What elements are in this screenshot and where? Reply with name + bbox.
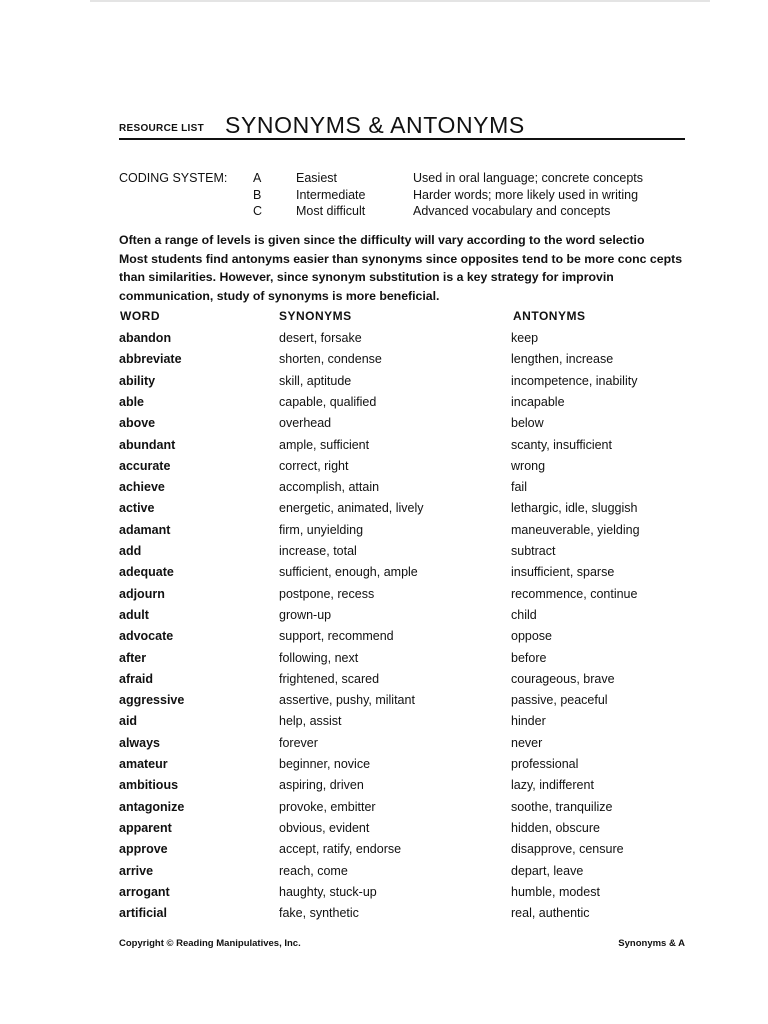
word-cell: adult [119, 607, 149, 622]
antonyms-cell: below [511, 416, 544, 431]
antonyms-cell: passive, peaceful [511, 693, 608, 708]
word-cell: ability [119, 373, 156, 388]
table-row [119, 352, 685, 372]
word-cell: approve [119, 842, 168, 857]
synonyms-cell: aspiring, driven [279, 778, 364, 793]
intro-paragraph [119, 231, 685, 307]
level-code: C [253, 204, 263, 218]
synonyms-cell: ample, sufficient [279, 437, 370, 452]
synonyms-cell: provoke, embitter [279, 799, 376, 814]
synonyms-cell: shorten, condense [279, 352, 382, 367]
level-difficulty: Most difficult [296, 204, 366, 218]
intro-sentence-levels: Often a range of levels is given since the difficulty will vary according to the word selectio [119, 233, 645, 247]
word-cell: advocate [119, 629, 174, 644]
page-footer [119, 938, 685, 954]
word-cell: arrogant [119, 884, 170, 899]
word-cell: abandon [119, 331, 172, 345]
word-cell: adjourn [119, 586, 165, 601]
table-row [119, 693, 685, 713]
antonyms-cell: insufficient, sparse [511, 565, 615, 580]
antonyms-cell: humble, modest [511, 884, 600, 899]
word-cell: abundant [119, 437, 176, 452]
table-row [119, 438, 685, 458]
synonyms-cell: obvious, evident [279, 820, 370, 835]
footer-page-label: Synonyms & A [618, 938, 685, 949]
level-description: Harder words; more likely used in writing [413, 188, 639, 202]
column-header-word: WORD [120, 309, 160, 323]
antonyms-cell: wrong [511, 458, 546, 473]
synonyms-cell: capable, qualified [279, 394, 377, 409]
table-row [119, 416, 685, 436]
word-cell: able [119, 394, 145, 409]
title-rule [119, 138, 685, 140]
antonyms-cell: lethargic, idle, sluggish [511, 501, 638, 516]
synonyms-cell: frightened, scared [279, 671, 380, 686]
table-row [119, 544, 685, 564]
antonyms-cell: depart, leave [511, 863, 584, 878]
table-row [119, 629, 685, 649]
table-row [119, 821, 685, 841]
antonyms-cell: keep [511, 331, 539, 345]
coding-level-row [119, 188, 685, 205]
column-header-synonyms: SYNONYMS [279, 309, 352, 323]
synonyms-cell: fake, synthetic [279, 906, 359, 921]
synonyms-cell: help, assist [279, 714, 342, 729]
word-cell: apparent [119, 820, 172, 835]
resource-list-label: RESOURCE LIST [119, 123, 205, 134]
antonyms-cell: incompetence, inability [511, 373, 638, 388]
antonyms-cell: recommence, continue [511, 586, 638, 601]
synonyms-cell: following, next [279, 650, 359, 665]
word-cell: arrive [119, 863, 154, 878]
synonyms-cell: correct, right [279, 458, 349, 473]
word-cell: active [119, 501, 155, 516]
synonyms-cell: reach, come [279, 863, 348, 878]
level-difficulty: Intermediate [296, 188, 366, 202]
table-row [119, 587, 685, 607]
synonyms-cell: haughty, stuck-up [279, 884, 377, 899]
synonyms-cell: energetic, animated, lively [279, 501, 424, 516]
synonyms-cell: grown-up [279, 607, 332, 622]
level-difficulty: Easiest [296, 171, 337, 185]
synonyms-cell: desert, forsake [279, 331, 362, 345]
antonyms-cell: fail [511, 480, 527, 495]
table-row [119, 459, 685, 479]
word-cell: artificial [119, 906, 167, 921]
antonyms-cell: incapable [511, 394, 565, 409]
word-cell: adequate [119, 565, 174, 580]
word-cell: after [119, 650, 147, 665]
table-row [119, 736, 685, 756]
level-code: A [253, 171, 262, 185]
synonyms-cell: overhead [279, 416, 332, 431]
level-description: Used in oral language; concrete concepts [413, 171, 644, 185]
table-row [119, 778, 685, 798]
page-top-edge [90, 0, 710, 2]
level-code: B [253, 188, 262, 202]
table-row [119, 331, 685, 351]
table-row [119, 651, 685, 671]
coding-system-label: CODING SYSTEM: [119, 171, 228, 185]
table-row [119, 842, 685, 862]
antonyms-cell: disapprove, censure [511, 842, 624, 857]
column-header-antonyms: ANTONYMS [513, 309, 586, 323]
table-row [119, 672, 685, 692]
table-row [119, 565, 685, 585]
table-row [119, 523, 685, 543]
antonyms-cell: never [511, 735, 543, 750]
antonyms-cell: hinder [511, 714, 546, 729]
antonyms-cell: professional [511, 757, 579, 771]
synonyms-cell: postpone, recess [279, 586, 375, 601]
page-title: SYNONYMS & ANTONYMS [225, 112, 525, 138]
antonyms-cell: scanty, insufficient [511, 437, 612, 452]
synonyms-cell: accomplish, attain [279, 480, 380, 495]
antonyms-cell: oppose [511, 629, 553, 644]
antonyms-cell: child [511, 607, 537, 622]
synonyms-cell: forever [279, 735, 318, 750]
table-row [119, 395, 685, 415]
synonyms-cell: skill, aptitude [279, 373, 352, 388]
synonyms-cell: accept, ratify, endorse [279, 842, 402, 857]
table-row [119, 864, 685, 884]
word-cell: antagonize [119, 799, 185, 814]
synonyms-cell: increase, total [279, 544, 357, 558]
antonyms-cell: real, authentic [511, 906, 590, 921]
word-cell: achieve [119, 480, 165, 495]
word-cell: accurate [119, 458, 171, 473]
table-row [119, 608, 685, 628]
synonyms-cell: assertive, pushy, militant [279, 693, 415, 708]
antonyms-cell: before [511, 650, 547, 665]
word-cell: aid [119, 714, 138, 729]
word-cell: abbreviate [119, 352, 182, 367]
copyright-notice: Copyright © Reading Manipulatives, Inc. [119, 938, 301, 949]
synonyms-cell: sufficient, enough, ample [279, 565, 418, 580]
table-row [119, 714, 685, 734]
table-row [119, 906, 685, 926]
intro-sentence-antonyms: Most students find antonyms easier than synonyms since opposites tend to be more conc cepts than similarities. However, since synonym substitution is a key strategy for improvin communication, study of synonyms is more beneficial. [119, 251, 683, 303]
antonyms-cell: subtract [511, 544, 556, 558]
coding-level-row [119, 171, 685, 188]
coding-system [119, 170, 685, 226]
antonyms-cell: soothe, tranquilize [511, 799, 613, 814]
antonyms-cell: lengthen, increase [511, 352, 614, 367]
synonyms-cell: beginner, novice [279, 757, 371, 771]
word-cell: afraid [119, 671, 154, 686]
word-cell: ambitious [119, 778, 179, 793]
word-cell: amateur [119, 757, 168, 771]
coding-level-row [119, 204, 685, 221]
level-description: Advanced vocabulary and concepts [413, 204, 611, 218]
word-cell: add [119, 544, 142, 558]
word-cell: aggressive [119, 693, 185, 708]
antonyms-cell: courageous, brave [511, 671, 615, 686]
table-row [119, 480, 685, 500]
antonyms-cell: hidden, obscure [511, 820, 600, 835]
table-row [119, 800, 685, 820]
table-row [119, 757, 685, 777]
table-row [119, 885, 685, 905]
antonyms-cell: lazy, indifferent [511, 778, 594, 793]
table-row [119, 374, 685, 394]
synonyms-cell: support, recommend [279, 629, 394, 644]
word-cell: above [119, 416, 156, 431]
word-cell: adamant [119, 522, 171, 537]
synonyms-cell: firm, unyielding [279, 522, 364, 537]
table-row [119, 501, 685, 521]
word-table [119, 331, 685, 931]
antonyms-cell: maneuverable, yielding [511, 522, 640, 537]
word-cell: always [119, 735, 161, 750]
